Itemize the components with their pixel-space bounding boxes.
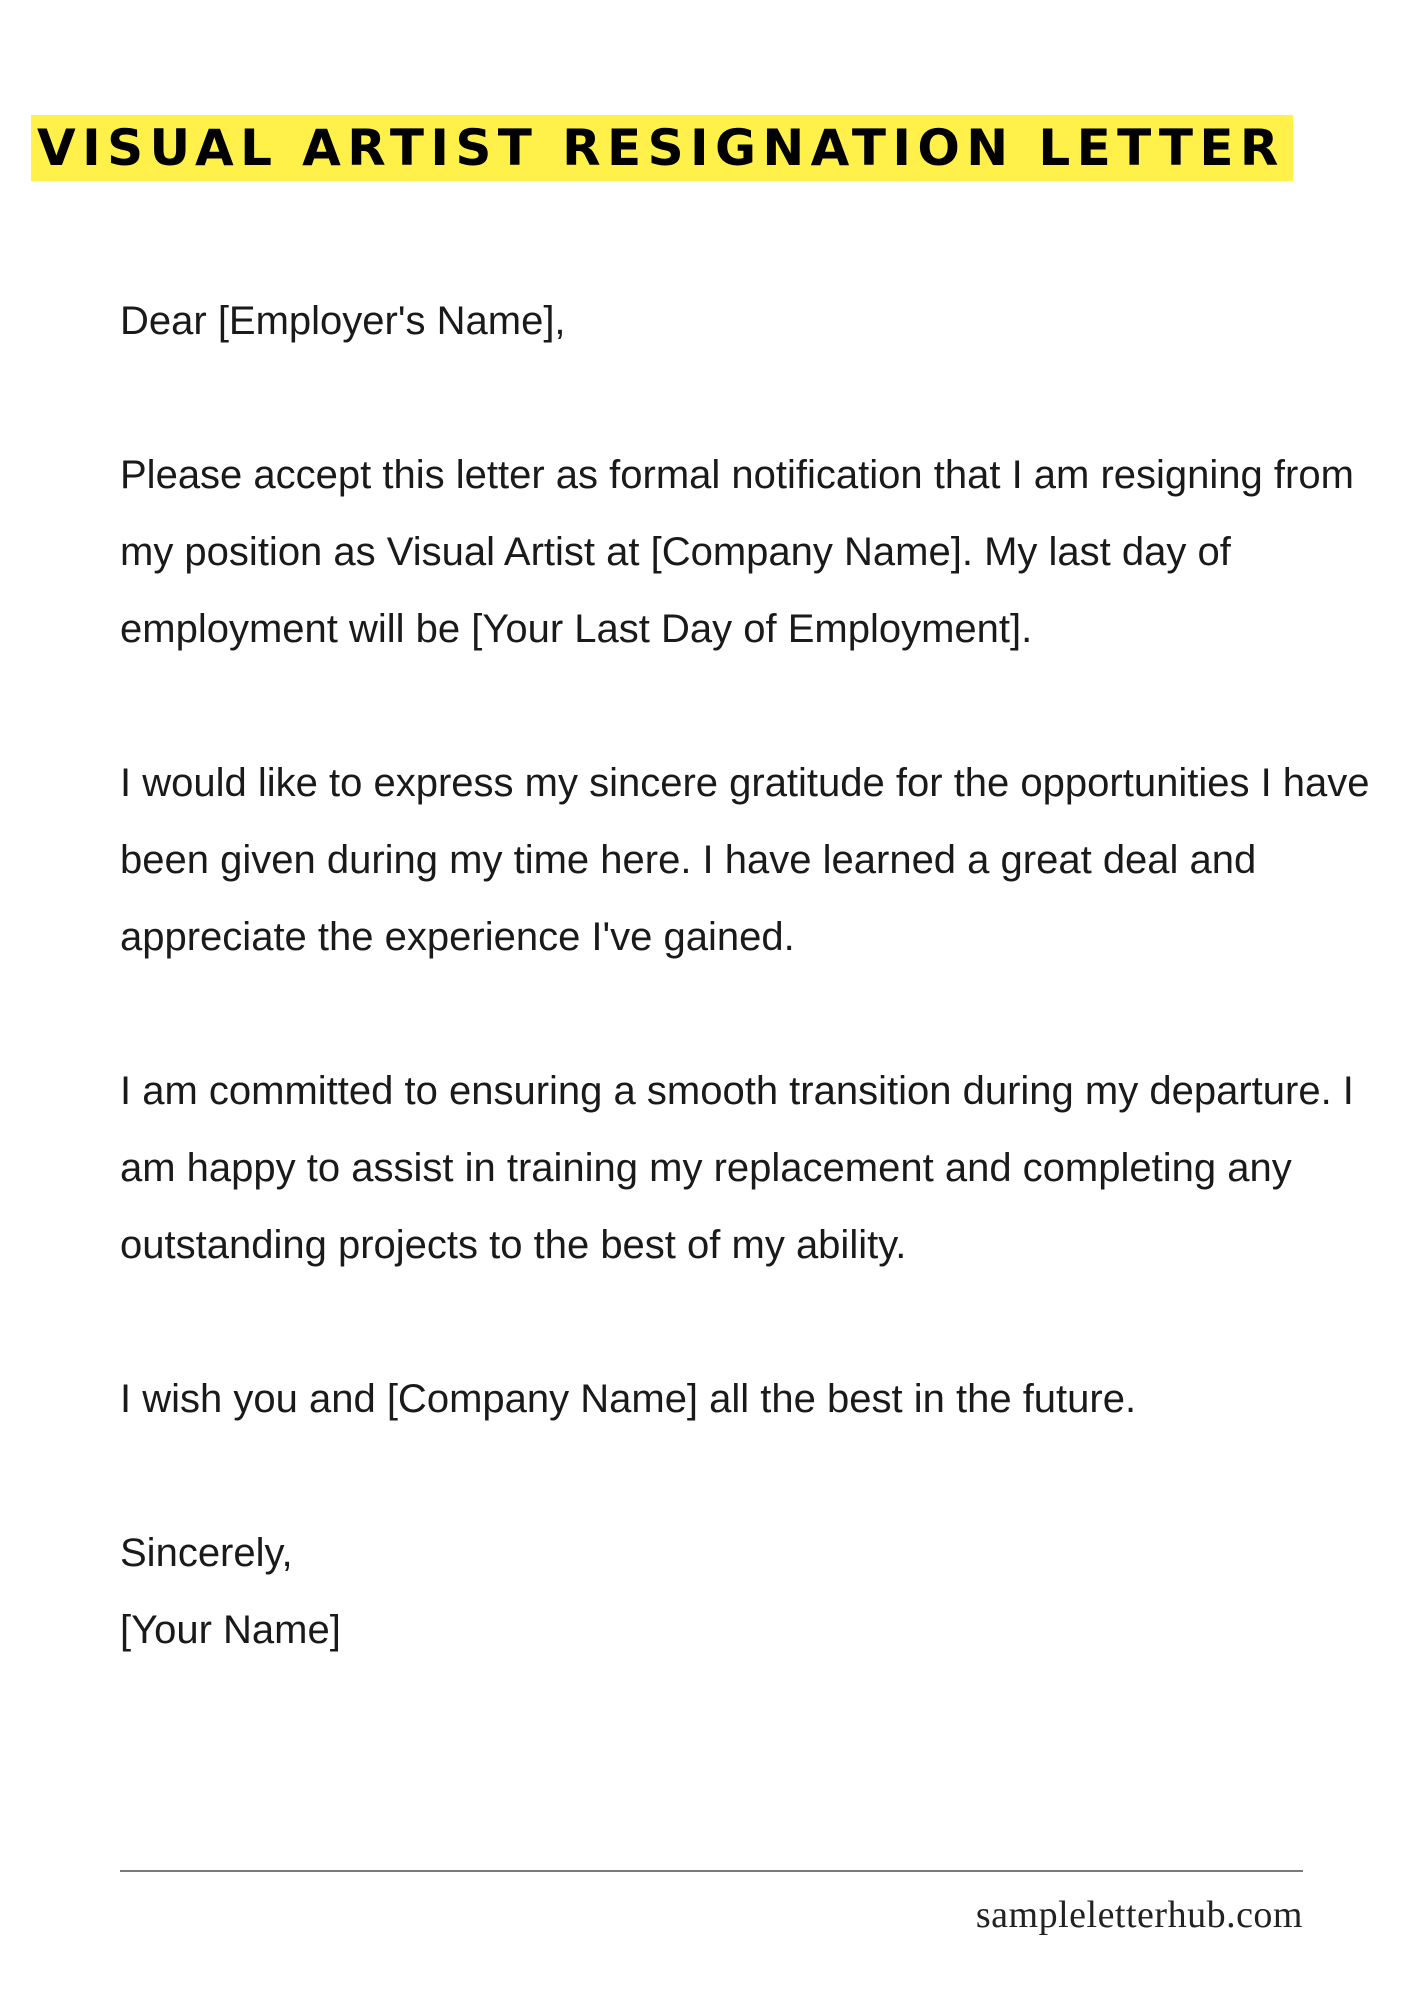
website-watermark: sampleletterhub.com (975, 1894, 1303, 1936)
paragraph-1: Please accept this letter as formal notification that I am resigning from my position as Visual Artist at [Company Name]. My last day of employment will be [Your Last Day of Employment]. (120, 453, 1354, 651)
page-title: VISUAL ARTIST RESIGNATION LETTER (37, 119, 1285, 177)
signature-line (120, 1870, 1303, 1872)
paragraph-3: I am committed to ensuring a smooth transition during my departure. I am happy to assist in training my replacement and completing any outstanding projects to the best of my ability. (120, 1069, 1354, 1267)
paragraph-2: I would like to express my sincere gratitude for the opportunities I have been given during my time here. I have learned a great deal and appreciate the experience I've gained. (120, 761, 1370, 959)
closing: Sincerely, (120, 1531, 293, 1575)
signature-name: [Your Name] (120, 1608, 341, 1652)
paragraph-4: I wish you and [Company Name] all the best in the future. (120, 1377, 1137, 1421)
title-highlight (31, 115, 1293, 181)
salutation: Dear [Employer's Name], (120, 299, 566, 343)
letter-body (120, 283, 1370, 1669)
